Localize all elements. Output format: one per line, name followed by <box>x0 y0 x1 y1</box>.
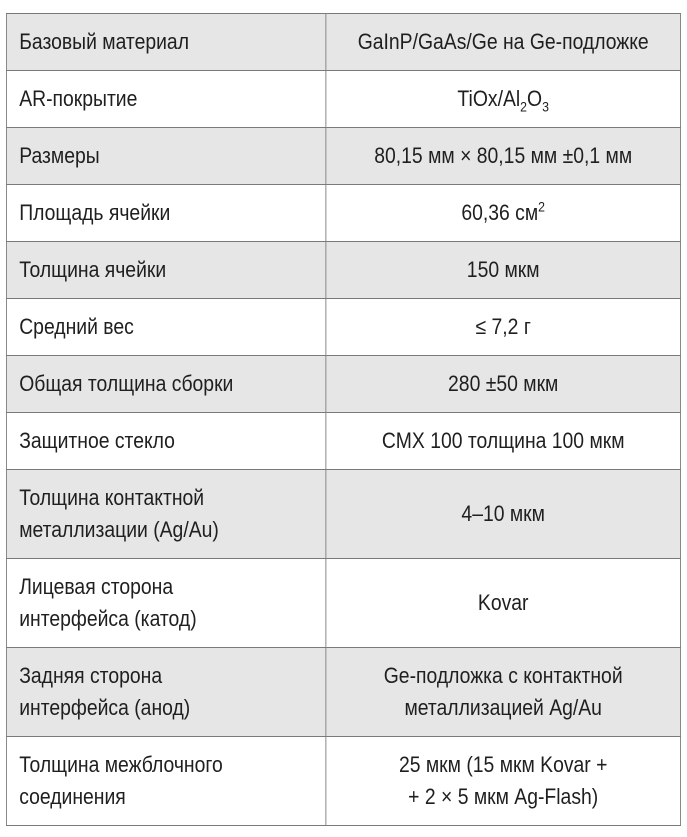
value-line: 25 мкм (15 мкм Kovar + <box>398 752 608 777</box>
subscript: 3 <box>542 98 549 115</box>
param-cell: AR-покрытие <box>6 71 325 128</box>
value-text: TiOx/Al <box>457 86 521 111</box>
superscript: 2 <box>538 198 546 215</box>
table-row <box>6 299 680 356</box>
value-cell: CMX 100 толщина 100 мкм <box>326 413 681 470</box>
value-cell <box>326 71 681 128</box>
value-cell: GaInP/GaAs/Ge на Ge-подложке <box>326 14 681 71</box>
value-cell <box>326 648 681 737</box>
value-cell: 4–10 мкм <box>326 470 681 559</box>
param-cell: Толщина ячейки <box>6 242 325 299</box>
param-line: Толщина контактной <box>19 485 205 510</box>
value-cell: ≤ 7,2 г <box>326 299 681 356</box>
param-cell <box>6 559 325 648</box>
param-cell <box>6 648 325 737</box>
value-line: металлизацией Ag/Au <box>404 695 602 720</box>
param-line: Лицевая сторона <box>19 574 174 599</box>
param-line: интерфейса (анод) <box>19 695 191 720</box>
value-text: O <box>527 86 543 111</box>
table-row <box>6 185 680 242</box>
param-cell: Средний вес <box>6 299 325 356</box>
param-cell: Размеры <box>6 128 325 185</box>
param-cell <box>6 737 325 826</box>
param-cell: Базовый материал <box>6 14 325 71</box>
table-row <box>6 128 680 185</box>
subscript: 2 <box>520 98 528 115</box>
value-cell <box>326 185 681 242</box>
table-row <box>6 470 680 559</box>
param-line: Задняя сторона <box>19 663 163 688</box>
value-line: + 2 × 5 мкм Ag-Flash) <box>408 784 599 809</box>
table-row <box>6 71 680 128</box>
table-row <box>6 242 680 299</box>
value-line: Ge-подложка с контактной <box>383 663 623 688</box>
param-line: интерфейса (катод) <box>19 606 197 631</box>
value-cell: 150 мкм <box>326 242 681 299</box>
value-text: 60,36 см <box>461 200 539 225</box>
param-line: металлизации (Ag/Au) <box>19 517 219 542</box>
param-cell <box>6 470 325 559</box>
table-row <box>6 413 680 470</box>
param-cell: Общая толщина сборки <box>6 356 325 413</box>
table-row <box>6 356 680 413</box>
param-line: соединения <box>19 784 126 809</box>
specifications-table <box>6 13 681 826</box>
value-cell: Kovar <box>326 559 681 648</box>
param-line: Толщина межблочного <box>19 752 223 777</box>
value-cell: 280 ±50 мкм <box>326 356 681 413</box>
param-cell: Площадь ячейки <box>6 185 325 242</box>
param-cell: Защитное стекло <box>6 413 325 470</box>
table-row <box>6 559 680 648</box>
value-cell: 80,15 мм × 80,15 мм ±0,1 мм <box>326 128 681 185</box>
value-cell <box>326 737 681 826</box>
table-row <box>6 737 680 826</box>
table-row <box>6 648 680 737</box>
table-row <box>6 14 680 71</box>
